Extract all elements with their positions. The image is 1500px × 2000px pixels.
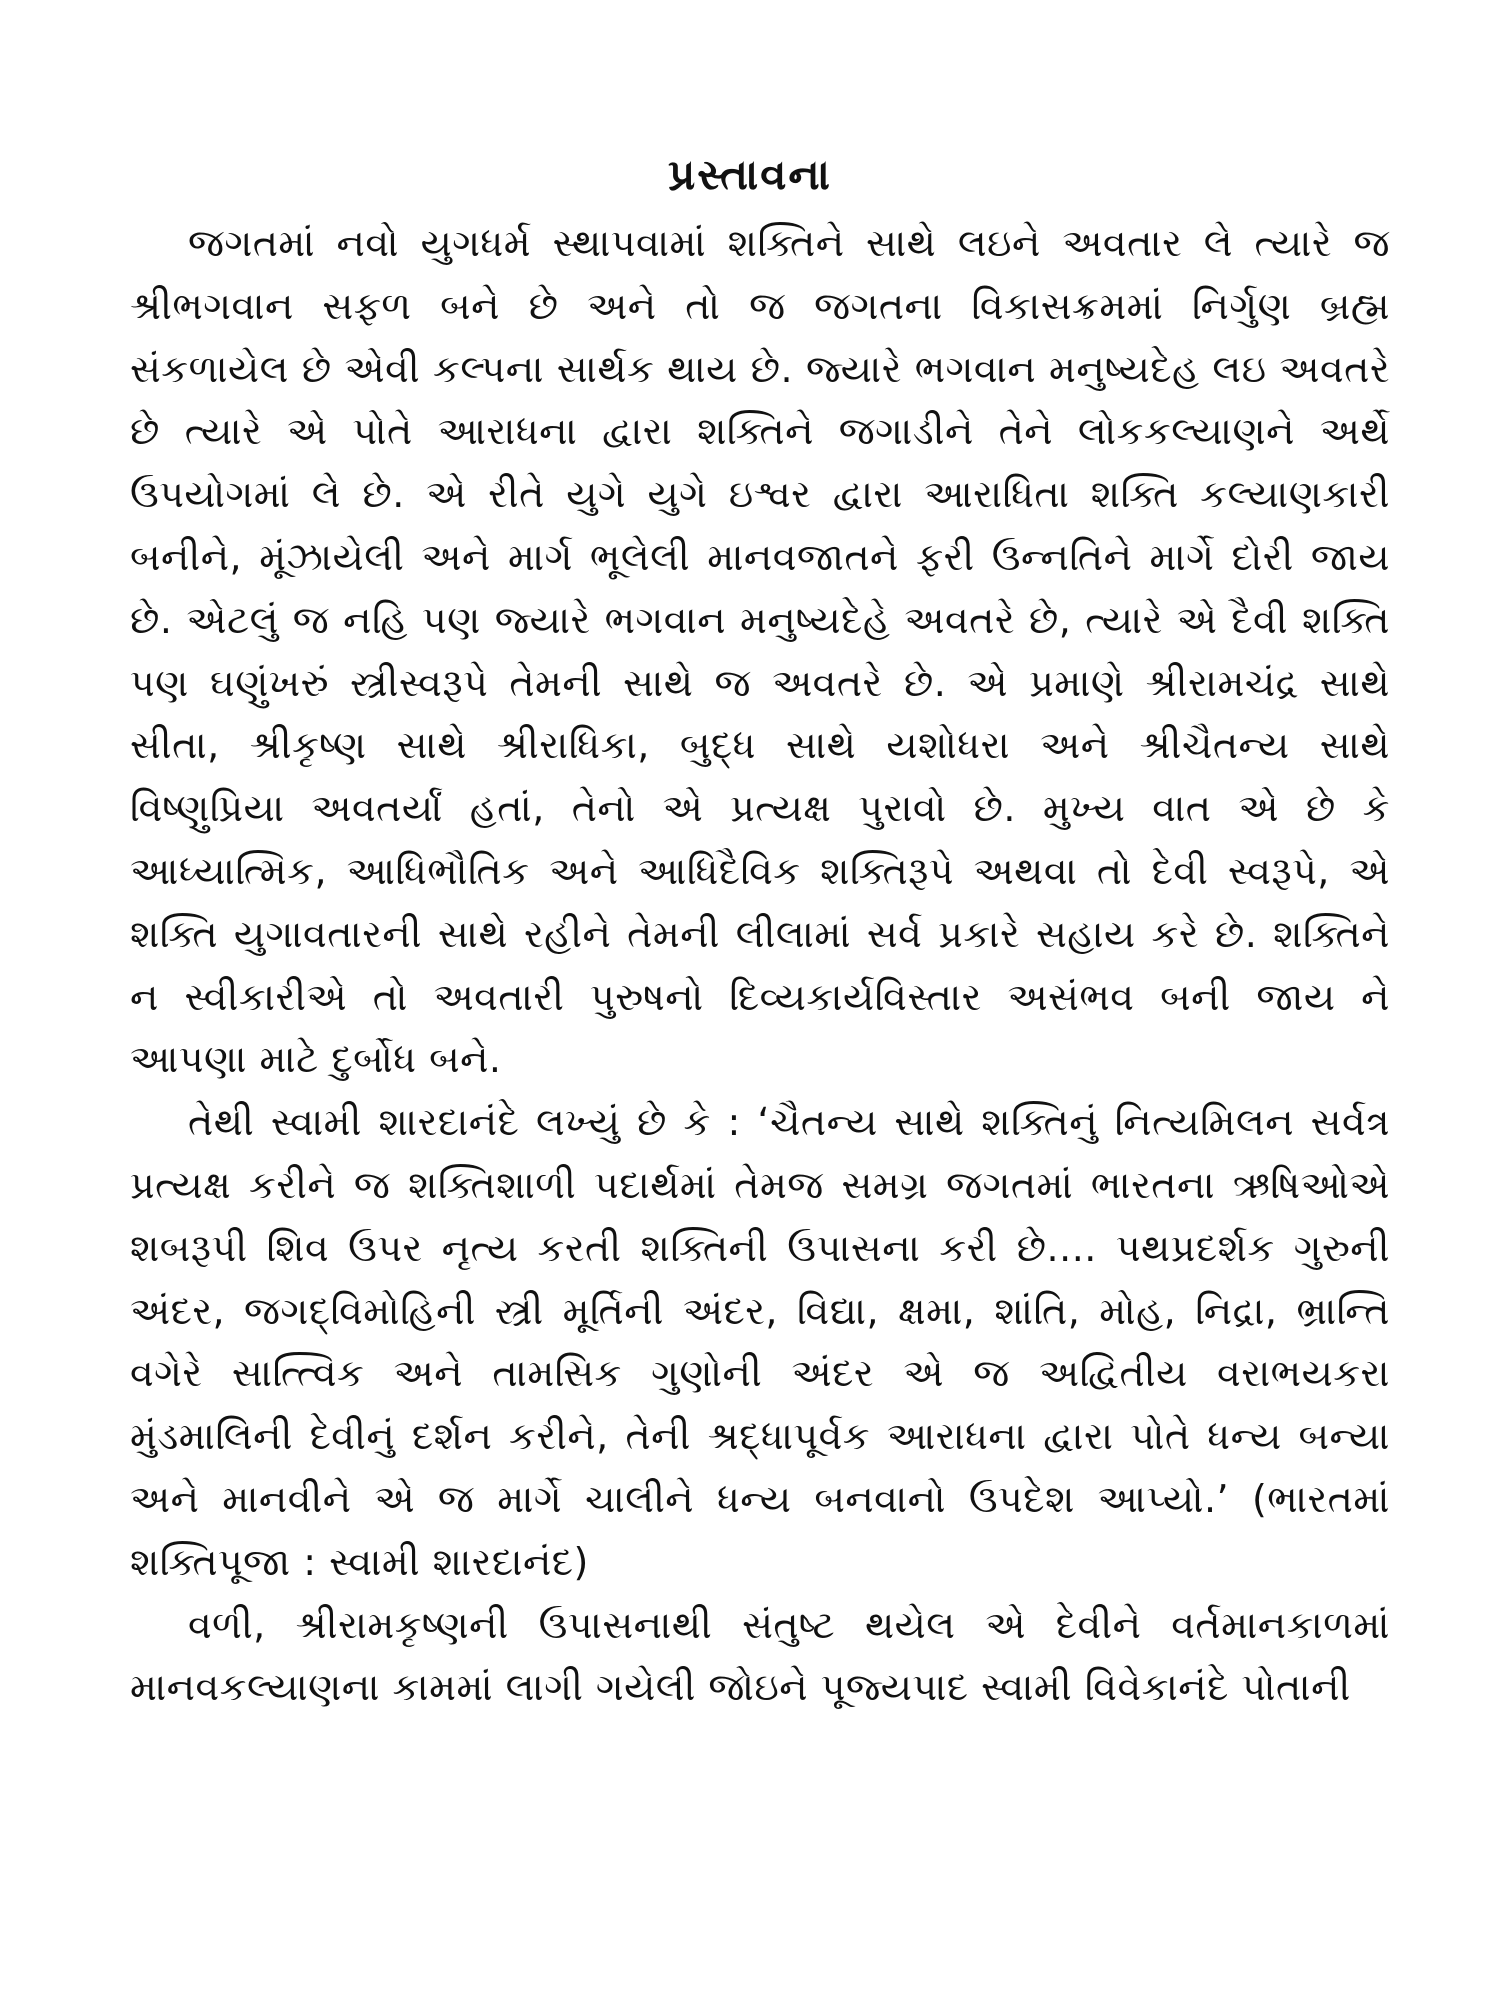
paragraph-3: વળી, શ્રીરામકૃષ્ણની ઉપાસનાથી સંતુષ્ટ થયેલ એ દેવીને વર્તમાનકાળમાં માનવકલ્યાણના કામમાં લાગી ગયેલી જોઇને પૂજ્યપાદ સ્વામી વિવેકાનંદે પોતાની — [130, 1602, 1390, 1710]
page-title: પ્રસ્તાવના — [668, 150, 832, 199]
body-text — [130, 212, 1390, 1719]
paragraph-1: જગતમાં નવો યુગધર્મ સ્થાપવામાં શક્તિને સાથે લઇને અવતાર લે ત્યારે જ શ્રીભગવાન સફળ બને છે અને તો જ જગતના વિકાસક્રમમાં નિર્ગુણ બ્રહ્મ સંકળાયેલ છે એવી કલ્પના સાર્થક થાય છે. જ્યારે ભગવાન મનુષ્યદેહ લઇ અવતરે છે ત્યારે એ પોતે આરાધના દ્વારા શક્તિને જગાડીને તેને લોકકલ્યાણને અર્થે ઉપયોગમાં લે છે. એ રીતે યુગે યુગે ઇશ્વર દ્વારા આરાધિતા શક્તિ કલ્યાણકારી બનીને, મૂંઝાયેલી અને માર્ગ ભૂલેલી માનવજાતને ફરી ઉન્નતિને માર્ગે દોરી જાય છે. એટલું જ નહિ પણ જ્યારે ભગવાન મનુષ્યદેહે અવતરે છે, ત્યારે એ દૈવી શક્તિ પણ ઘણુંખરું સ્ત્રીસ્વરૂપે તેમની સાથે જ અવતરે છે. એ પ્રમાણે શ્રીરામચંદ્ર સાથે સીતા, શ્રીકૃષ્ણ સાથે શ્રીરાધિકા, બુદ્ધ સાથે યશોધરા અને શ્રીચૈતન્ય સાથે વિષ્ણુપ્રિયા અવતર્યાં હતાં, તેનો એ પ્રત્યક્ષ પુરાવો છે. મુખ્ય વાત એ છે કે આધ્યાત્મિક, આધિભૌતિક અને આધિદૈવિક શક્તિરૂપે અથવા તો દેવી સ્વરૂપે, એ શક્તિ યુગાવતારની સાથે રહીને તેમની લીલામાં સર્વ પ્રકારે સહાય કરે છે. શક્તિને ન સ્વીકારીએ તો અવતારી પુરુષનો દિવ્યકાર્યવિસ્તાર અસંભવ બની જાય ને આપણા માટે દુર્બોધ બને. — [130, 221, 1390, 1082]
paragraph-2: તેથી સ્વામી શારદાનંદે લખ્યું છે કે : ‘ચૈતન્ય સાથે શક્તિનું નિત્યમિલન સર્વત્ર પ્રત્યક્ષ કરીને જ શક્તિશાળી પદાર્થમાં તેમજ સમગ્ર જગતમાં ભારતના ઋષિઓએ શબરૂપી શિવ ઉપર નૃત્ય કરતી શક્તિની ઉપાસના કરી છે.... પથપ્રદર્શક ગુરુની અંદર, જગદ્‌વિમોહિની સ્ત્રી મૂર્તિની અંદર, વિદ્યા, ક્ષમા, શાંતિ, મોહ, નિદ્રા, ભ્રાન્તિ વગેરે સાત્ત્વિક અને તામસિક ગુણોની અંદર એ જ અદ્વિતીય વરાભયકરા મુંડમાલિની દેવીનું દર્શન કરીને, તેની શ્રદ્ધાપૂર્વક આરાધના દ્વારા પોતે ધન્ય બન્યા અને માનવીને એ જ માર્ગે ચાલીને ધન્ય બનવાનો ઉપદેશ આપ્યો.’ (ભારતમાં શક્તિપૂજા : સ્વામી શારદાનંદ) — [130, 1100, 1390, 1584]
